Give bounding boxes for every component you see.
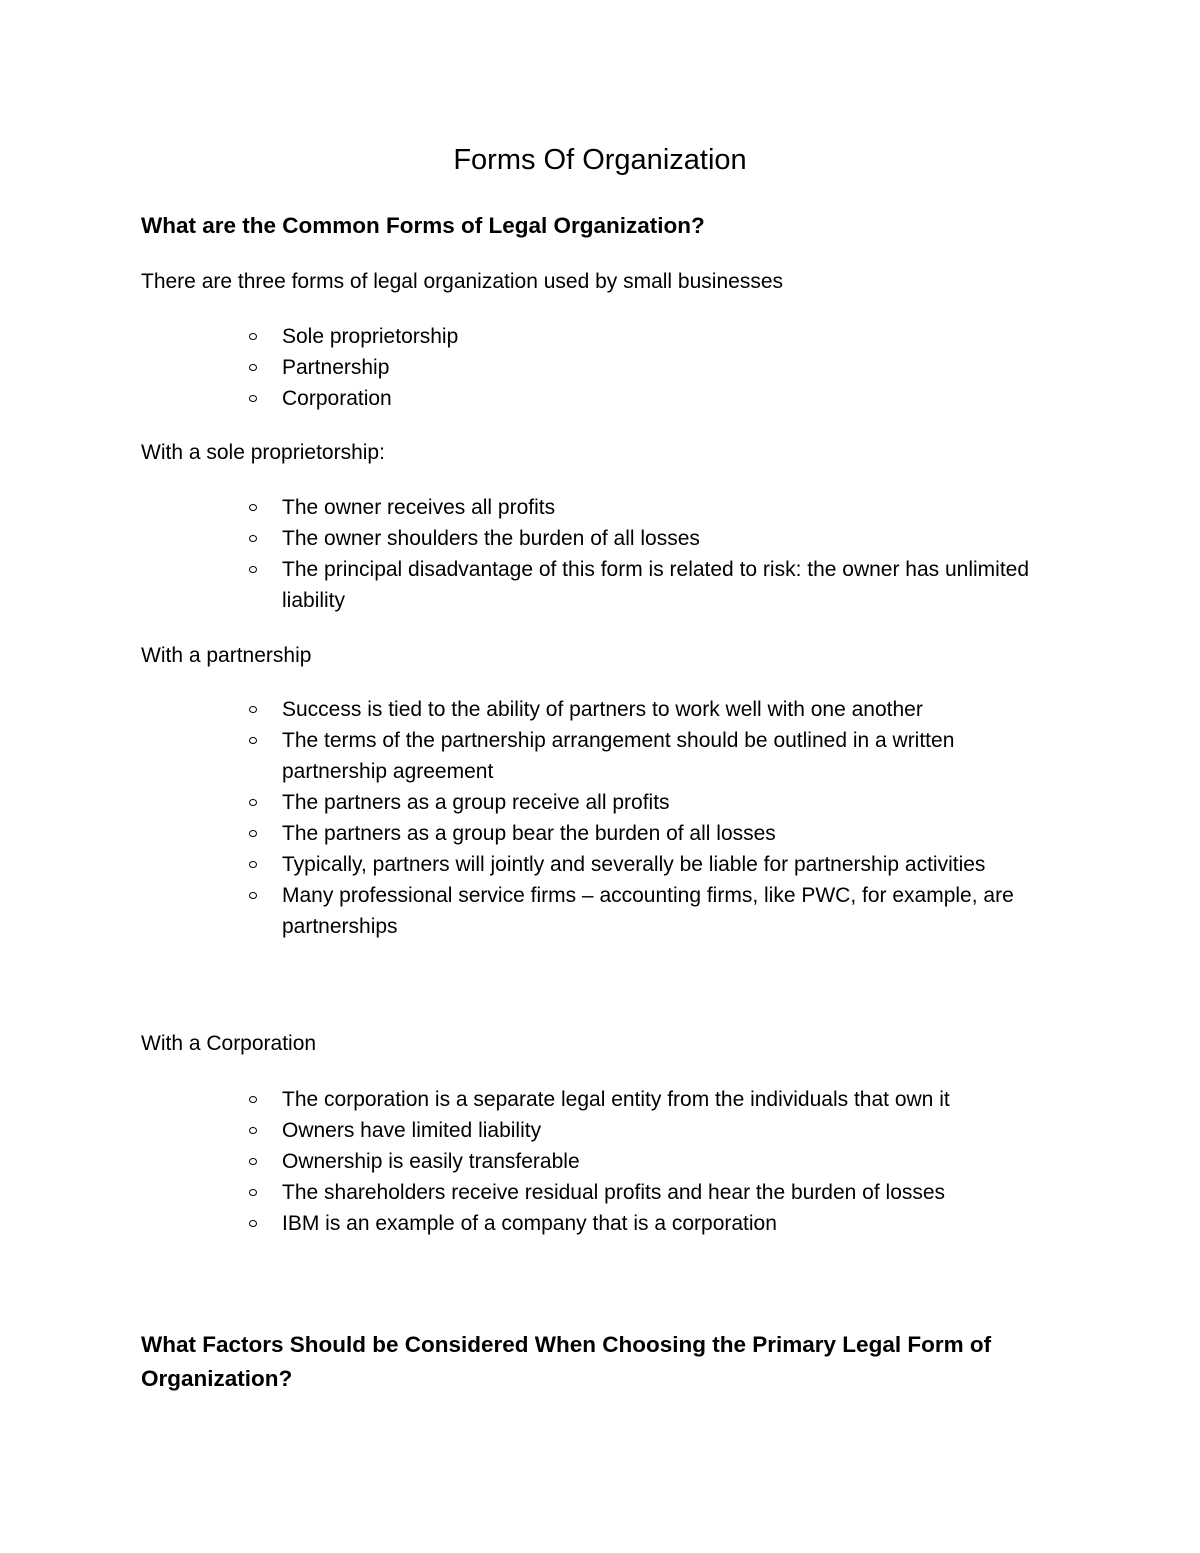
partnership-list — [141, 694, 1041, 942]
list-item: Ownership is easily transferable — [141, 1146, 1041, 1177]
hollow-bullet-icon — [249, 830, 257, 837]
list-item: The partners as a group receive all profits — [141, 787, 1041, 818]
list-item: Owners have limited liability — [141, 1115, 1041, 1146]
hollow-bullet-icon — [249, 504, 257, 511]
section-heading-factors: What Factors Should be Considered When Choosing the Primary Legal Form of Organization? — [141, 1332, 992, 1391]
list-item: The corporation is a separate legal entity from the individuals that own it — [141, 1084, 1041, 1115]
list-item: Many professional service firms – accounting firms, like PWC, for example, are partnerships — [141, 880, 1041, 942]
hollow-bullet-icon — [249, 706, 257, 713]
list-item: Sole proprietorship — [141, 321, 1041, 352]
intro-paragraph: There are three forms of legal organization used by small businesses — [141, 270, 783, 293]
forms-list — [141, 321, 1041, 414]
corporation-list — [141, 1084, 1041, 1239]
sole-proprietorship-intro: With a sole proprietorship: — [141, 441, 385, 464]
hollow-bullet-icon — [249, 535, 257, 542]
section-heading-common-forms: What are the Common Forms of Legal Organization? — [141, 213, 705, 238]
hollow-bullet-icon — [249, 892, 257, 899]
hollow-bullet-icon — [249, 861, 257, 868]
list-item: Corporation — [141, 383, 1041, 414]
corporation-intro: With a Corporation — [141, 1032, 317, 1055]
list-item: The principal disadvantage of this form is related to risk: the owner has unlimited liability — [141, 554, 1041, 616]
hollow-bullet-icon — [249, 1158, 257, 1165]
list-item: Typically, partners will jointly and severally be liable for partnership activities — [141, 849, 1041, 880]
hollow-bullet-icon — [249, 799, 257, 806]
hollow-bullet-icon — [249, 1189, 257, 1196]
hollow-bullet-icon — [249, 737, 257, 744]
hollow-bullet-icon — [249, 364, 257, 371]
list-item: IBM is an example of a company that is a corporation — [141, 1208, 1041, 1239]
list-item: The partners as a group bear the burden of all losses — [141, 818, 1041, 849]
list-item: The owner receives all profits — [141, 492, 1041, 523]
hollow-bullet-icon — [249, 1127, 257, 1134]
list-item: The terms of the partnership arrangement should be outlined in a written partnership agreement — [141, 725, 1041, 787]
list-item: The shareholders receive residual profits and hear the burden of losses — [141, 1177, 1041, 1208]
partnership-intro: With a partnership — [141, 644, 312, 667]
list-item: The owner shoulders the burden of all losses — [141, 523, 1041, 554]
list-item: Partnership — [141, 352, 1041, 383]
document-title: Forms Of Organization — [453, 144, 747, 176]
sole-proprietorship-list — [141, 492, 1041, 616]
hollow-bullet-icon — [249, 1220, 257, 1227]
hollow-bullet-icon — [249, 1096, 257, 1103]
hollow-bullet-icon — [249, 333, 257, 340]
hollow-bullet-icon — [249, 566, 257, 573]
hollow-bullet-icon — [249, 395, 257, 402]
list-item: Success is tied to the ability of partners to work well with one another — [141, 694, 1041, 725]
